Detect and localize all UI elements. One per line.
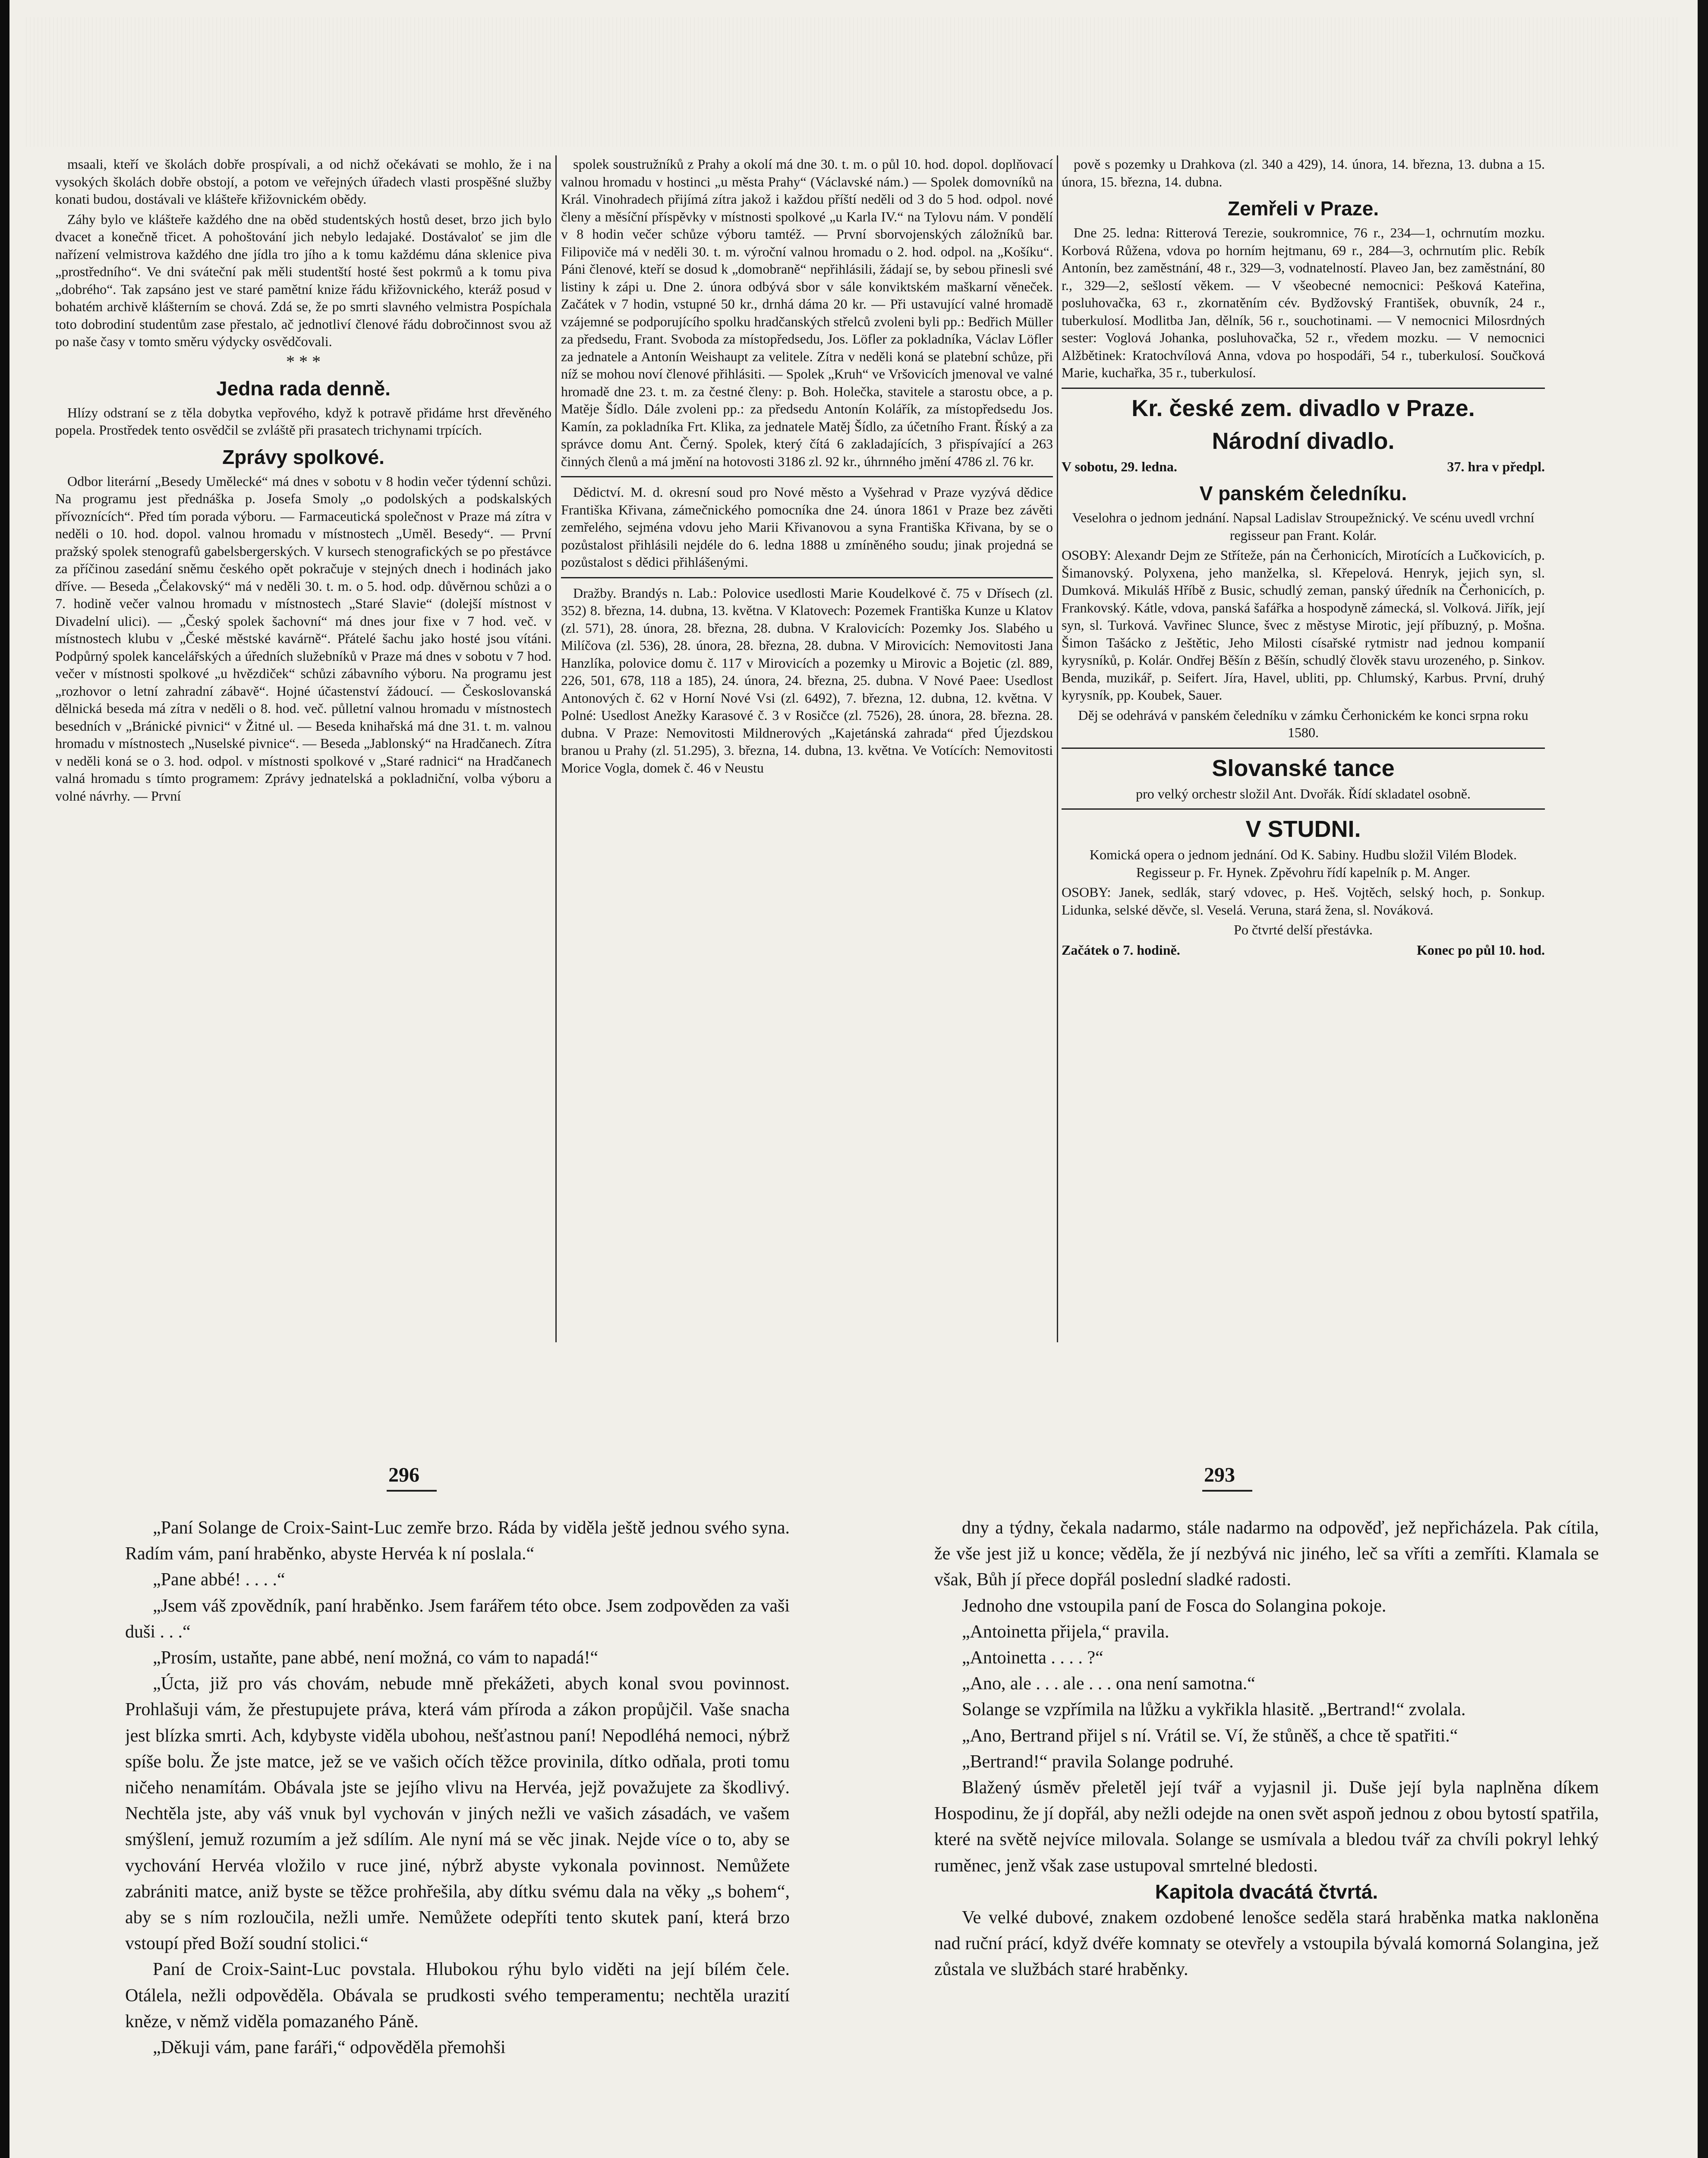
page-number-right: 293 — [1204, 1464, 1235, 1486]
chapter-heading: Kapitola dvacátá čtvrtá. — [1155, 1880, 1378, 1903]
page-number-underline — [387, 1490, 437, 1492]
cast-list: OSOBY: Alexandr Dejm ze Stříteže, pán na Čerhonicích, Mirotících a Lučkovicích, p. Šimanovský. Polyxena, jeho manželka, sl. Křepelová. Henryk, jejich syn, sl. Dumková. Mikuláš Hříbě z Busic, schudlý zeman, panský úředník na Čerhonicích, p. Frankovský. Kátle, vdova, panská šafářka a hospodyně zámecká, sl. Volková. Jiřík, její syn, sl. Turková. Vavřinec Slunce, švec z městyse Mirotic, její příbuzný, p. Mošna. Šimon Tašácko z Ještětic, Jeho Milosti císařské rytmistr nad jednou kompanií kyrysníků, p. Kolár. Ondřej Běšín z Běšín, schudlý člověk stavu urozeného, p. Sinkov. Benda, muzikář, p. Seifert. Jíra, Havel, ubliti, pp. Chlumský, Karbus. První, druhý kyrysník, pp. Koubek, Sauer. — [1062, 547, 1545, 703]
paragraph: „Úcta, již pro vás chovám, nebude mně překážeti, abych konal svou povinnost. Prohlašuji vám, že přestupujete práva, která vám příroda a zákon propůjčil. Vaše snacha jest blízka smrti. Ach, kdybyste viděla ubohou, nešťastnou paní! Nepodléhá nemoci, nýbrž spíše bolu. Že jste matce, jež se ve vašich očích těžce provinila, dítko odňala, proti tomu ničeho nenamítám. Obávala jste se jejího vlivu na Hervéa, jejž považujete za škodlivý. Nechtěla jste, aby váš vnuk byl vychován v jiných nežli ve vašich zásadách, ve vašem smýšlení, jemuž rozumím a jež sdílím. Ale nyní má se věc jinak. Nejde více o to, aby se vychování Hervéa vložilo v ruce jiné, nýbrž abyste vykonala povinnost. Nemůžete zabrániti matce, aniž byste se těžce prohřešila, aby dítku svému dala na věky „s bohem“, aby se s ním rozloučila, nežli umře. Nemůžete odepříti tento skutek paní, která brzo vstoupí před Boží soudní stolici.“ — [125, 1674, 790, 1954]
paragraph: Jednoho dne vstoupila paní de Fosca do Solangina pokoje. — [962, 1596, 1387, 1616]
paragraph: msaali, kteří ve školách dobře prospívali, a od nichž očekávati se mohlo, že i na vysokých školách dobře obstojí, a potom ve veřejných úřadech vlasti prospěšné služby konati budou, dostávali ve klášteře křižovnickém obědy. — [55, 156, 551, 207]
paragraph: dny a týdny, čekala nadarmo, stále nadarmo na odpověď, jež nepřicházela. Pak cítila, že vše jest již u konce; věděla, že jí nezbývá nic jiného, leč sa vříti a zemříti. Klamala se však, Bůh jí přece dopřál poslední sladké radosti. — [934, 1518, 1599, 1590]
section-heading: V panském čeledníku. — [1199, 482, 1407, 505]
info-row-left: V sobotu, 29. ledna. — [1062, 458, 1177, 474]
section-rule — [1062, 388, 1545, 389]
book-page-left — [125, 1515, 790, 2158]
centered-note: Komická opera o jednom jednání. Od K. Sabiny. Hudbu složil Vilém Blodek. Regisseur p. Fr. Hynek. Zpěvohru řídí kapelník p. M. Anger. — [1090, 847, 1517, 880]
paper-grain — [26, 17, 1679, 147]
paragraph: Paní de Croix-Saint-Luc povstala. Hlubokou rýhu bylo viděti na její bílém čele. Otálela, nežli odpověděla. Obávala se prudkosti svého temperamentu; nechtěla urazití kněze, v němž viděla pomazaného Páně. — [125, 1959, 790, 2032]
cast-list: OSOBY: Janek, sedlák, starý vdovec, p. Heš. Vojtěch, selský hoch, p. Sonkup. Lidunka, selské děvče, sl. Veselá. Veruna, stará žena, sl. Nováková. — [1062, 884, 1545, 918]
paragraph: „Ano, ale . . . ale . . . ona není samotna.“ — [962, 1674, 1255, 1694]
newspaper-column-3 — [1062, 155, 1545, 1364]
paragraph: „Paní Solange de Croix-Saint-Luc zemře brzo. Ráda by viděla ještě jednou svého syna. Radím vám, paní hraběnko, abyste Hervéa k ní poslala.“ — [125, 1518, 790, 1564]
paragraph: Ve velké dubové, znakem ozdobené lenošce seděla stará hraběnka matka nakloněna nad ruční prácí, když dvéře komnaty se otevřely a vstoupila bývalá komorná Solangina, jež zůstala ve službách staré hraběnky. — [934, 1908, 1599, 1980]
section-heading: Kr. české zem. divadlo v Praze. — [1131, 395, 1475, 421]
section-heading: V STUDNI. — [1245, 816, 1361, 842]
info-row-right: 37. hra v předpl. — [1447, 458, 1545, 474]
info-row — [1062, 941, 1545, 959]
paragraph: „Pane abbé! . . . .“ — [153, 1570, 285, 1590]
centered-note: Děj se odehrává v panském čeledníku v zámku Čerhonickém ke konci srpna roku 1580. — [1078, 707, 1528, 740]
paragraph: „Děkuji vám, pane faráři,“ odpověděla přemohši — [153, 2038, 506, 2058]
paragraph: Dražby. Brandýs n. Lab.: Polovice usedlosti Marie Koudelkové č. 75 v Dřísech (zl. 352) 8. března, 14. dubna, 13. května. V Klatovech: Pozemek Františka Kunze u Klatov (zl. 571), 28. února, 28. března, 28. dubna. V Kralovicích: Pozemky Jos. Slabého u Milíčova (zl. 536), 28. února, 28. března, 28. dubna. V Mirovicích: Nemovitosti Jana Hanzlíka, polovice domu č. 117 v Mirovicích a pozemky u Mirovic a Bojetic (zl. 889, 226, 501, 678, 118 a 185), 24. února, 24. března, 25. dubna. V Nové Paee: Usedlost Antonových č. 62 v Horní Nové Vsi (zl. 6492), 7. března, 12. dubna, 12. května. V Polné: Usedlost Anežky Karasové č. 3 v Rosičce (zl. 7526), 28. února, 28. března. 28. dubna. V Praze: Nemovitosti Mildnerových „Kajetánská zahrada“ před Újezdskou branou u Prahy (zl. 51.295), 3. března, 14. dubna, 13. května. Ve Votících: Nemovitosti Morice Vogla, domek č. 46 v Neustu — [561, 585, 1053, 776]
centered-note: pro velký orchestr složil Ant. Dvořák. Řídí skladatel osobně. — [1136, 786, 1471, 801]
section-heading: Slovanské tance — [1212, 755, 1395, 781]
section-heading: Zprávy spolkové. — [222, 445, 384, 468]
info-row-right: Konec po půl 10. hod. — [1417, 942, 1545, 958]
book-page-right — [934, 1515, 1599, 2158]
paragraph: Hlízy odstraní se z těla dobytka vepřového, když k potravě přidáme hrst dřevěného popela. Prostředek tento osvědčil se zvláště při prasatech trichynami trpících. — [55, 404, 551, 438]
newspaper-column-2 — [561, 155, 1053, 1364]
page-number-left: 296 — [388, 1464, 419, 1486]
paragraph: Solange se vzpřímila na lůžku a vykřikla hlasitě. „Bertrand!“ zvolala. — [962, 1700, 1466, 1720]
section-rule — [1062, 748, 1545, 749]
section-rule — [561, 577, 1053, 578]
paragraph: „Antoinetta . . . . ?“ — [962, 1648, 1103, 1668]
column-divider — [1057, 155, 1058, 1342]
scan-edge-right — [1698, 0, 1708, 2158]
section-heading: Zemřeli v Praze. — [1227, 197, 1379, 220]
section-heading: Jedna rada denně. — [216, 377, 391, 400]
section-heading: Národní divadlo. — [1212, 428, 1395, 454]
paragraph: Dne 25. ledna: Ritterová Terezie, soukromnice, 76 r., 234—1, ochrnutím mozku. Korbová Růžena, vdova po horním hejtmanu, 69 r., 284—3, ochrnutím plic. Rebík Antonín, bez zaměstnání, 48 r., 329—3, vodnatelností. Plaveo Jan, bez zaměstnání, 80 r., 329—2, sešlostí věkem. — V všeobecné nemocnici: Pešková Kateřina, posluhovačka, 63 r., zkornatěním cév. Bydžovský František, obuvník, 24 r., tuberkulosí. Modlitba Jan, dělník, 56 r., souchotinami. — V nemocnici Milosrdných sester: Voglová Johanka, posluhovačka, 52 r., vředem mozku. — V nemocnici Alžbětinek: Kratochvílová Anna, vdova po hospodáři, 54 r., tuberkulosí. Součková Marie, kuchařka, 35 r., tuberkulosí. — [1062, 225, 1545, 380]
paragraph: „Antoinetta přijela,“ pravila. — [962, 1622, 1169, 1642]
column-divider — [555, 155, 557, 1342]
scan-edge-left — [0, 0, 9, 2158]
paragraph: „Bertrand!“ pravila Solange podruhé. — [962, 1751, 1234, 1772]
paragraph: „Prosím, ustaňte, pane abbé, není možná, co vám to napadá!“ — [153, 1648, 599, 1668]
section-rule — [561, 476, 1053, 477]
paragraph: Dědictví. M. d. okresní soud pro Nové město a Vyšehrad v Praze vyzývá dědice Františka Křivana, zámečnického pomocníka dne 24. února 1861 v Praze bez závěti zemřelého, sejména vdovu jeho Marii Křivanovou a syna Františka Křivana, by se o pozůstalost přihlásili nejdéle do 6. ledna 1888 u zmíněného soudu; jinak projedná se pozůstalost s dědici přihlášenými. — [561, 484, 1053, 570]
centered-note: Veselohra o jednom jednání. Napsal Ladislav Stroupežnický. Ve scénu uvedl vrchní regisseur pan Frant. Kolár. — [1072, 510, 1535, 543]
info-row — [1062, 458, 1545, 476]
centered-note: Po čtvrté delší přestávka. — [1234, 922, 1373, 937]
newspaper-column-1 — [55, 155, 551, 1364]
paragraph: Záhy bylo ve klášteře každého dne na oběd studentských hostů deset, brzo jich bylo dvacet a konečně třicet. A pohoštování jich nebylo ledajaké. Dostávaloť se jim dle nařízení velmistrova každého dne jídla tro jího a k tomu každému dána sklenice piva „prostředního“. Ve dni sváteční pak měli studentští hosté šest pokrmů a k tomu piva „dobrého“. Tak zapsáno jest ve staré pamětní knize řádu křižovnického, kteráž posud v bohatém archivě klášterním se chová. Zdá se, že po smrti slavného velmistra Pospíchala toto dobrodiní studentům zase přestalo, ač jednotliví členové řádu dobročinnost svou až po naše časy v tomto směru výdycky osvědčovali. — [55, 211, 551, 349]
info-row-left: Začátek o 7. hodině. — [1062, 942, 1180, 958]
page-number-underline — [1202, 1490, 1252, 1492]
section-rule — [1062, 808, 1545, 810]
ornament-divider: * * * — [286, 351, 321, 371]
paragraph: „Ano, Bertrand přijel s ní. Vrátil se. Ví, že stůněš, a chce tě spatřiti.“ — [962, 1726, 1458, 1746]
paragraph: Odbor literární „Besedy Umělecké“ má dnes v sobotu v 8 hodin večer týdenní schůzi. Na programu jest přednáška p. Josefa Smoly „o podolských a podskalských přívoznících“. Před tím porada výboru. — Farmaceutická společnost v Praze má zítra v neděli o 10. hod. dopol. valnou hromadu v místnostech „Uměl. Besedy“. — První pražský spolek stenografů gabelsbergerských. V kursech stenografických se po přestávce za příčinou zasedání sněmu českého opět pokračuje v stejných dnech i hodinách jako dříve. — Beseda „Čelakovský“ má v neděli 30. t. m. o 5. hod. odp. důvěrnou schůzi a o 7. hodině večer valnou hromadu v místnostech „Staré Slavie“ (dolejší místnost v Divadelní ulici). — „Český spolek šachovní“ má dnes jour fixe v 7 hod. več. v místnostech klubu v „České městské kavárně“. Přátelé šachu jako hosté jsou vítáni. Podpůrný spolek kancelářských a úředních služebníků v Praze má dnes v sobotu v 7 hod. večer v místnosti spolkové „u hvězdiček“ schůzi zábavního výboru. Na programu jest „rozhovor o letní zahradní zábavě“. Hojné účastenství žádoucí. — Českoslovanská dělnická beseda má zítra v neděli o 8. hod. več. půlletní valnou hromadu v místnostech besedních v „Bránické pivnici“ v Žitné ul. — Beseda knihařská má dne 31. t. m. valnou hromadu v místnostech „Nuselské pivnice“. — Beseda „Jablonský“ na Hradčanech. Zítra v neděli koná se o 3. hod. odpol. v místnosti spolkové v „Staré radnici“ na Hradčanech valná hromadu s tímto programem: Zprávy jednatelská a pokladniční, volba výboru a volné návrhy. — První — [55, 473, 551, 804]
paragraph: Blažený úsměv přeletěl její tvář a vyjasnil ji. Duše její byla naplněna díkem Hospodinu, že jí dopřál, aby nežli odejde na onen svět aspoň jednou z obou bytostí spatřila, které na světě nejvíce milovala. Solange se usmívala a bledou tvář za chvíli pokryl lehký ruměnec, jenž však zase ustupoval smrtelné bledosti. — [934, 1778, 1599, 1876]
paragraph: „Jsem váš zpovědník, paní hraběnko. Jsem farářem této obce. Jsem zodpověden za vaši duši . . .“ — [125, 1596, 790, 1642]
paragraph: spolek soustružníků z Prahy a okolí má dne 30. t. m. o půl 10. hod. dopol. doplňovací valnou hromadu v hostinci „u města Prahy“ (Václavské nám.) — Spolek domovníků na Král. Vinohradech přijímá zítra jakož i každou příští neděli od 3 do 5 hod. odpol. nové členy a měsíční příspěvky v místnosti spolkové „u Karla IV.“ na Tylovu nám. V pondělí v 8 hodin večer schůze výboru tamtéž. — První sborvojenských záložníků bar. Filipoviče má v neděli 30. t. m. výroční valnou hromadu o 2. hod. odpol. na „Košíku“. Páni členové, kteří se dosud k „domobraně“ nepřihlásili, žádají se, by sebou přinesli své listiny k zápi u. Dne 2. února odbývá sbor v sále konviktském maškarní věneček. Začátek v 7 hodin, vstupné 50 kr., drnhá dáma 20 kr. — Při ustavující valné hromadě vzájemné se podporujícího spolku hradčanských střelců zvoleni byli pp.: Bedřich Müller za předsedu, Frant. Svoboda za místopředsedu, Jos. Löfler za pokladníka, Václav Löfler za jednatele a Antonín Weishaupt za velitele. Zítra v neděli koná se platební schůze, při níž se mohou noví členové přihlásiti. — Spolek „Kruh“ ve Vršovicích jmenoval ve valné hromadě dne 23. t. m. za čestné členy: p. Boh. Holečka, stavitele a starostu obce, a p. Matěje Šídlo. Dále zvoleni pp.: za předsedu Antonín Kolářík, za místopředsedu Jos. Kamín, za pokladníka Frt. Klika, za jednatele Matěj Šídlo, za účetního Frant. Říský a za správce domu Ant. Černý. Spolek, který čítá 6 zakladajících, 3 přispívající a 263 činných členů a má jmění na hotovosti 3186 zl. 92 kr., úhrnného jmění 4786 zl. 76 kr. — [561, 156, 1053, 469]
paragraph: pově s pozemky u Drahkova (zl. 340 a 429), 14. února, 14. března, 13. dubna a 15. února, 15. března, 14. dubna. — [1062, 156, 1545, 189]
